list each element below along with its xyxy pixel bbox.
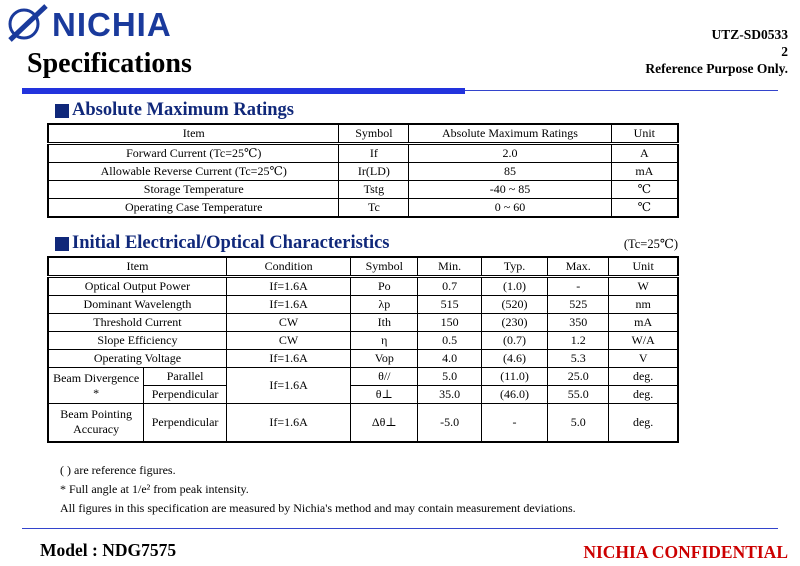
table-cell: (11.0) <box>481 368 547 386</box>
table-row <box>48 277 678 296</box>
table-cell: 25.0 <box>548 368 609 386</box>
table-row <box>48 314 678 332</box>
table-cell: 5.0 <box>418 368 482 386</box>
table-cell: 5.3 <box>548 350 609 368</box>
table-cell: 85 <box>409 163 611 181</box>
table-cell: (0.7) <box>481 332 547 350</box>
column-header: Min. <box>418 257 482 277</box>
table-cell: W/A <box>609 332 678 350</box>
table-cell: mA <box>611 163 678 181</box>
column-header: Typ. <box>481 257 547 277</box>
section-heading-electrical <box>55 233 390 254</box>
table-cell: CW <box>226 332 350 350</box>
table-cell: nm <box>609 296 678 314</box>
column-header: Condition <box>226 257 350 277</box>
logo-text: NICHIA <box>52 5 172 43</box>
table-cell: V <box>609 350 678 368</box>
reference-note: Reference Purpose Only. <box>645 61 788 76</box>
table-cell: 5.0 <box>548 404 609 442</box>
table-cell: Ir(LD) <box>339 163 409 181</box>
abs-max-table <box>47 123 679 218</box>
table-cell: (4.6) <box>481 350 547 368</box>
table-cell: Dominant Wavelength <box>48 296 226 314</box>
table-cell: 0 ~ 60 <box>409 199 611 218</box>
table-cell: 350 <box>548 314 609 332</box>
table-cell: 0.5 <box>418 332 482 350</box>
footnote: * Full angle at 1/e² from peak intensity. <box>60 482 249 496</box>
table-cell: If=1.6A <box>226 277 350 296</box>
square-bullet-icon <box>55 104 69 118</box>
table-cell: Forward Current (Tc=25℃) <box>48 144 339 163</box>
table-cell: 2.0 <box>409 144 611 163</box>
table-cell: - <box>548 277 609 296</box>
model-label: Model : NDG7575 <box>40 540 177 560</box>
table-cell: θ⊥ <box>351 386 418 404</box>
table-cell: Threshold Current <box>48 314 226 332</box>
table-row <box>48 144 678 163</box>
table-cell: Beam Pointing Accuracy <box>48 404 144 442</box>
column-header: Unit <box>609 257 678 277</box>
table-row <box>48 181 678 199</box>
table-cell: (46.0) <box>481 386 547 404</box>
section-heading-abs-max <box>55 100 294 121</box>
table-cell: Storage Temperature <box>48 181 339 199</box>
table-cell: Optical Output Power <box>48 277 226 296</box>
footnote: ( ) are reference figures. <box>60 463 176 477</box>
header-rule-thin <box>465 90 778 91</box>
table-cell: 4.0 <box>418 350 482 368</box>
page-title: Specifications <box>27 48 192 79</box>
table-row <box>48 350 678 368</box>
table-cell: η <box>351 332 418 350</box>
table-cell: (230) <box>481 314 547 332</box>
column-header: Max. <box>548 257 609 277</box>
table-cell: If=1.6A <box>226 350 350 368</box>
column-header: Symbol <box>351 257 418 277</box>
table-cell: ℃ <box>611 181 678 199</box>
table-row <box>48 296 678 314</box>
table-cell: If=1.6A <box>226 404 350 442</box>
section-title: Absolute Maximum Ratings <box>72 100 295 120</box>
footnote: All figures in this specification are measured by Nichia's method and may contain measurement deviations. <box>60 501 576 515</box>
table-cell: 55.0 <box>548 386 609 404</box>
table-cell: -5.0 <box>418 404 482 442</box>
document-number: UTZ-SD0533 <box>711 27 788 42</box>
table-cell: deg. <box>609 386 678 404</box>
table-cell: 150 <box>418 314 482 332</box>
table-cell: θ// <box>351 368 418 386</box>
table-cell: Operating Voltage <box>48 350 226 368</box>
section-title: Initial Electrical/Optical Characteristics <box>72 233 390 253</box>
table-cell: W <box>609 277 678 296</box>
table-cell: λp <box>351 296 418 314</box>
table-cell: deg. <box>609 368 678 386</box>
table-cell: 35.0 <box>418 386 482 404</box>
column-header: Absolute Maximum Ratings <box>409 124 611 144</box>
footnotes <box>60 461 576 518</box>
table-cell: -40 ~ 85 <box>409 181 611 199</box>
table-cell: 525 <box>548 296 609 314</box>
table-cell: Tc <box>339 199 409 218</box>
confidential-label: NICHIA CONFIDENTIAL <box>583 542 788 562</box>
table-cell: Perpendicular <box>144 386 227 404</box>
table-cell: If=1.6A <box>226 296 350 314</box>
table-header-row <box>48 124 678 144</box>
document-info <box>645 26 788 77</box>
table-cell: 515 <box>418 296 482 314</box>
table-cell: Allowable Reverse Current (Tc=25℃) <box>48 163 339 181</box>
table-cell: - <box>481 404 547 442</box>
column-header: Symbol <box>339 124 409 144</box>
table-row <box>48 163 678 181</box>
nichia-logo <box>6 4 172 44</box>
table-cell: Δθ⊥ <box>351 404 418 442</box>
header-rule-thick <box>22 88 465 94</box>
table-cell: 0.7 <box>418 277 482 296</box>
table-cell: Vop <box>351 350 418 368</box>
table-header-row <box>48 257 678 277</box>
table-cell: deg. <box>609 404 678 442</box>
table-cell: If=1.6A <box>226 368 350 404</box>
column-header: Item <box>48 124 339 144</box>
table-cell-beam-divergence: Beam Divergence * <box>48 368 144 404</box>
table-cell: Ith <box>351 314 418 332</box>
table-row <box>48 368 678 386</box>
table-cell: Parallel <box>144 368 227 386</box>
column-header: Item <box>48 257 226 277</box>
table-cell: ℃ <box>611 199 678 218</box>
page-number: 2 <box>781 44 788 59</box>
column-header: Unit <box>611 124 678 144</box>
table-row <box>48 199 678 218</box>
table-cell: Tstg <box>339 181 409 199</box>
table-cell: Po <box>351 277 418 296</box>
table-cell: (520) <box>481 296 547 314</box>
table-cell: Slope Efficiency <box>48 332 226 350</box>
electrical-table <box>47 256 679 443</box>
table-row <box>48 332 678 350</box>
table-cell: Perpendicular <box>144 404 227 442</box>
table-cell: If <box>339 144 409 163</box>
condition-note: (Tc=25℃) <box>623 237 678 251</box>
table-cell: A <box>611 144 678 163</box>
table-cell: mA <box>609 314 678 332</box>
table-cell: Operating Case Temperature <box>48 199 339 218</box>
table-cell: (1.0) <box>481 277 547 296</box>
nichia-logo-icon <box>6 4 50 44</box>
table-row <box>48 404 678 442</box>
square-bullet-icon <box>55 237 69 251</box>
table-cell: 1.2 <box>548 332 609 350</box>
footer-rule <box>22 528 778 529</box>
table-cell: CW <box>226 314 350 332</box>
